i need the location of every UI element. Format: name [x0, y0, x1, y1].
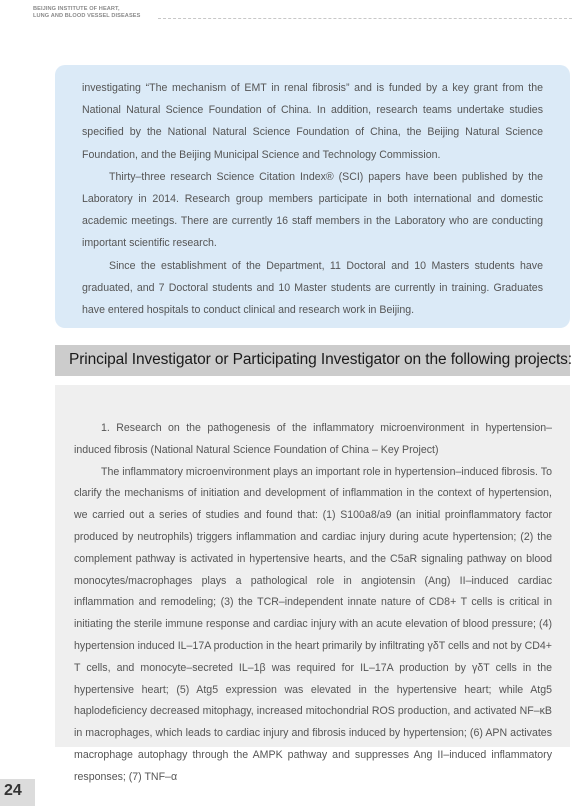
intro-content	[82, 77, 543, 321]
section-heading-bar	[55, 345, 573, 376]
project-heading: 1. Research on the pathogenesis of the inflammatory microenvironment in hypertension–induced fibrosis (National Natural Science Foundation of China – Key Project)	[74, 422, 552, 456]
page-number-badge	[0, 779, 35, 806]
page-number: 24	[4, 782, 22, 799]
projects-box	[55, 385, 570, 783]
intro-paragraph-3: Since the establishment of the Department, 11 Doctoral and 10 Masters students have graduated, and 7 Doctoral students and 10 Master students are currently in training. Graduates have entered hospitals to conduct clinical and research work in Beijing.	[82, 259, 543, 317]
projects-content	[74, 418, 552, 789]
intro-paragraph-1: investigating “The mechanism of EMT in renal fibrosis” and is funded by a key grant from the National Natural Science Foundation of China. In addition, research teams undertake studies specified by the National Natural Science Foundation of China, the Beijing Natural Science Foundation, and the Beijing Municipal Science and Technology Commission.	[82, 82, 543, 161]
header-line-2: LUNG AND BLOOD VESSEL DISEASES	[33, 13, 141, 19]
section-title: Principal Investigator or Participating Investigator on the following projects:	[69, 351, 573, 368]
header-line-1: BEIJING INSTITUTE OF HEART,	[33, 6, 120, 12]
header-rule	[158, 18, 572, 19]
intro-paragraph-2: Thirty–three research Science Citation Index® (SCI) papers have been published by the Laboratory in 2014. Research group members participate in both international and domestic academic meetings. There are currently 16 staff members in the Laboratory who are conducting important scientific research.	[82, 170, 543, 250]
project-description: The inflammatory microenvironment plays an important role in hypertension–induced fibrosis. To clarify the mechanisms of initiation and development of inflammation in the context of hypertension, we carried out a series of studies and found that: (1) S100a8/a9 (an initial proinflammatory factor produced by neutrophils) triggers inflammation and cardiac injury during acute hypertension; (2) the complement pathway is activated in hypertensive hearts, and the C5aR signaling pathway on blood monocytes/macrophages plays a pathological role in angiotensin (Ang) II–induced cardiac inflammation and remodeling; (3) the TCR–independent innate nature of CD8+ T cells is critical in initiating the sterile immune response and cardiac injury with an acute elevation of blood pressure; (4) hypertension induced IL–17A production in the heart primarily by infiltrating γδT cells and not by CD4+ T cells, and monocyte–secreted IL–1β was required for IL–17A production by γδT cells in the hypertensive heart; (5) Atg5 expression was elevated in the hypertensive heart; while Atg5 haplodeficiency decreased mitophagy, increased mitochondrial ROS production, and activated NF–κB in macrophages, which leads to cardiac injury and fibrosis induced by hypertension; (6) APN activates macrophage autophagy through the AMPK pathway and suppresses Ang II–induced inflammatory responses; (7) TNF–α	[74, 465, 552, 783]
intro-box	[55, 65, 570, 328]
